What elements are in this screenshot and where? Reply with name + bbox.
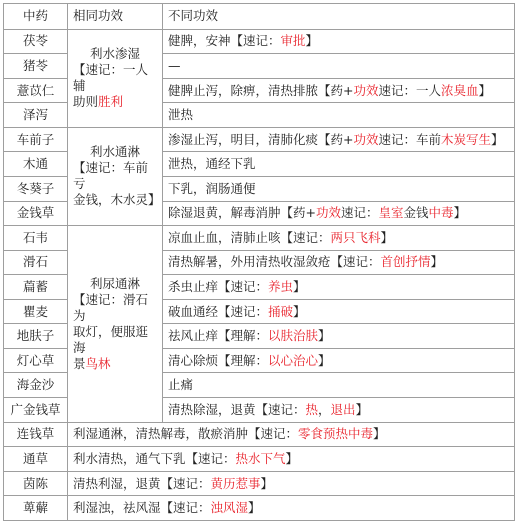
effect-cell: 泄热，通经下乳 [163,152,515,177]
effect-cell: 破血通经【速记：捅破】 [163,299,515,324]
effect-cell: 清心除烦【理解：以心治心】 [163,348,515,373]
herb-comparison-table [3,3,515,521]
herb-name: 冬葵子 [4,176,68,201]
herb-name: 薏苡仁 [4,78,68,103]
effect-cell: 利湿浊，祛风湿【速记：浊风湿】 [68,496,515,521]
herb-name: 木通 [4,152,68,177]
herb-name: 泽泻 [4,103,68,128]
group-title: 利水渗湿 [89,46,140,62]
effect-cell: 清热解暑，外用清热收湿敛疮【速记：首创抒情】 [163,250,515,275]
herb-name: 灯心草 [4,348,68,373]
table-row [4,422,515,447]
herb-name: 海金沙 [4,373,68,398]
herb-name: 车前子 [4,127,68,152]
header-herb: 中药 [4,4,68,30]
effect-cell: 除湿退黄，解毒消肿【药+功效速记：皇室金钱中毒】 [163,201,515,226]
effect-cell: — [163,54,515,79]
herb-name: 萆薢 [4,496,68,521]
effect-cell: 止痛 [163,373,515,398]
herb-name: 广金钱草 [4,398,68,423]
table-row [4,29,515,54]
herb-name: 茯苓 [4,29,68,54]
group-memo: 【速记：滑石为 取灯，便服逛海 景鸟林 [73,291,149,371]
effect-cell: 下乳，润肠通便 [163,176,515,201]
header-shared-effect: 相同功效 [68,4,163,30]
effect-cell: 渗湿止泻，明目，清肺化痰【药+功效速记：车前木炭写生】 [163,127,515,152]
effect-cell: 泄热 [163,103,515,128]
herb-name: 萹蓄 [4,275,68,300]
effect-cell: 杀虫止痒【速记：养虫】 [163,275,515,300]
header-row [4,4,515,30]
table-row [4,496,515,521]
header-different-effect: 不同功效 [163,4,515,30]
herb-name: 滑石 [4,250,68,275]
group-title: 利尿通淋 [89,275,140,291]
effect-cell: 清热除湿，退黄【速记：热，退出】 [163,398,515,423]
herb-name: 金钱草 [4,201,68,226]
group-memo: 【速记：一人辅 助则胜利 [73,62,149,110]
herb-name: 猪苓 [4,54,68,79]
effect-cell: 健脾止泻，除痹，清热排脓【药+功效速记：一人浓臭血】 [163,78,515,103]
herb-name: 连钱草 [4,422,68,447]
herb-name: 通草 [4,447,68,472]
effect-cell: 清热利湿，退黄【速记：黄历惹事】 [68,471,515,496]
herb-name: 石韦 [4,226,68,251]
herb-name: 地肤子 [4,324,68,349]
table-row [4,226,515,251]
shared-effect-group-3 [68,226,163,423]
table-row [4,471,515,496]
herb-name: 瞿麦 [4,299,68,324]
group-title: 利水通淋 [89,144,140,160]
effect-cell: 利湿通淋，清热解毒，散瘀消肿【速记：零食预热中毒】 [68,422,515,447]
herb-name: 茵陈 [4,471,68,496]
table-row [4,447,515,472]
shared-effect-group-1 [68,29,163,127]
effect-cell: 凉血止血，清肺止咳【速记：两只飞科】 [163,226,515,251]
shared-effect-group-2 [68,127,163,225]
effect-cell: 利水清热，通气下乳【速记：热水下气】 [68,447,515,472]
group-memo: 【速记：车前亏 金钱，木水灵】 [73,160,161,208]
effect-cell: 健脾，安神【速记：审批】 [163,29,515,54]
table-row [4,127,515,152]
effect-cell: 祛风止痒【理解：以肤治肤】 [163,324,515,349]
